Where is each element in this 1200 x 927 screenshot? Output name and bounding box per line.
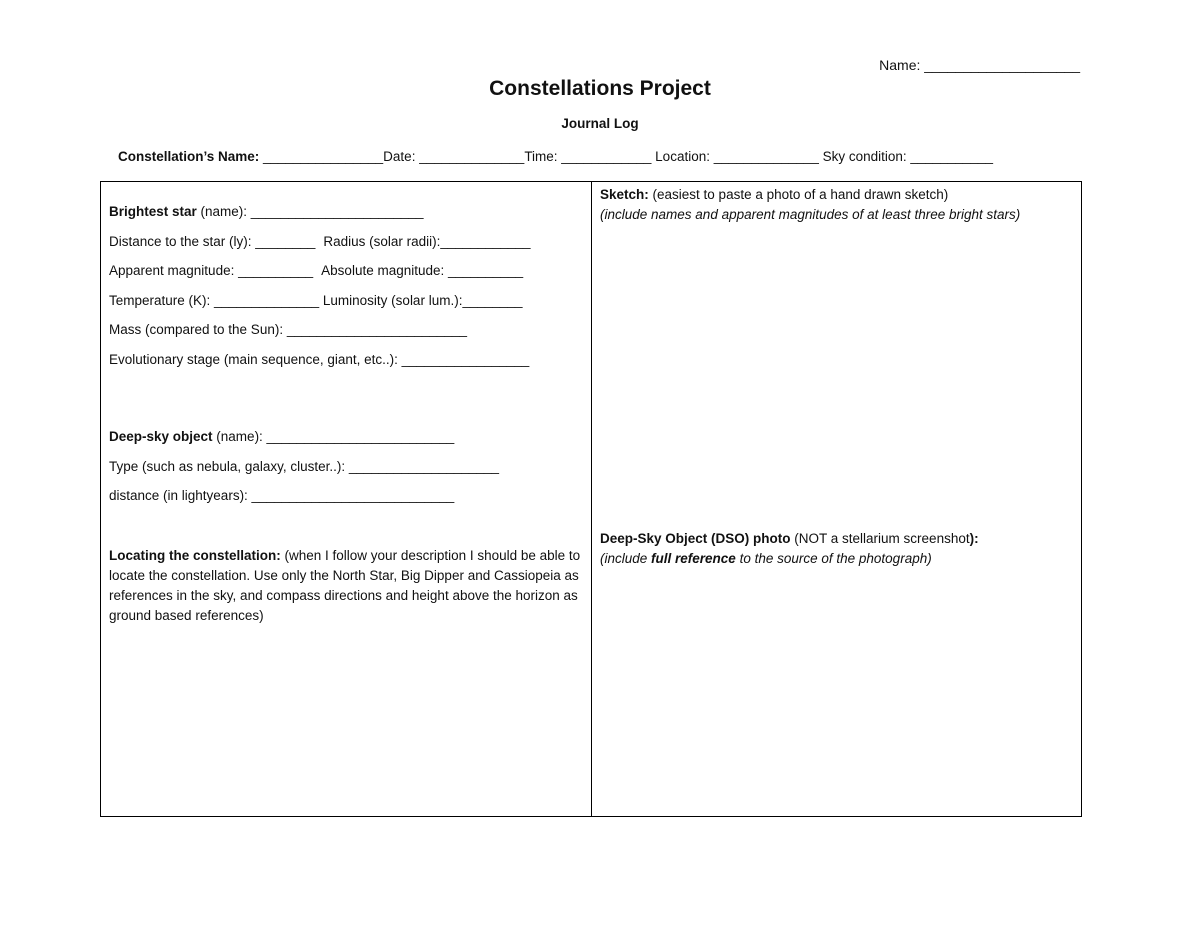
magnitude-row — [109, 261, 585, 291]
student-name-field: Name: ____________________ — [879, 57, 1080, 73]
brightest-star-blank: (name): _______________________ — [196, 204, 424, 219]
locating-paragraph — [109, 546, 585, 627]
apparent-magnitude-field: Apparent magnitude: __________ — [109, 263, 314, 278]
locating-label: Locating the constellation: — [109, 547, 281, 563]
temperature-row — [109, 291, 585, 321]
sketch-section — [600, 185, 1076, 225]
mass-row: Mass (compared to the Sun): ________________________ — [109, 322, 468, 337]
deep-sky-object-row — [109, 427, 585, 457]
dso-photo-end: ): — [969, 531, 979, 546]
dso-photo-label: Deep-Sky Object (DSO) photo — [600, 531, 791, 546]
absolute-magnitude-field: Absolute magnitude: __________ — [321, 263, 524, 278]
sketch-note: (include names and apparent magnitudes of at least three bright stars) — [600, 207, 1021, 222]
dso-note-start: (include — [600, 551, 652, 566]
dso-photo-note — [600, 549, 1076, 569]
location-field: Location: ______________ — [655, 149, 823, 164]
deep-sky-object-label: Deep-sky object — [109, 429, 213, 444]
brightest-star-label: Brightest star — [109, 204, 197, 219]
full-reference-emphasis: full reference — [651, 551, 736, 566]
dso-photo-section — [600, 529, 1076, 569]
meta-row — [118, 149, 993, 164]
temperature-field: Temperature (K): ______________ — [109, 292, 323, 308]
constellation-name-label: Constellation’s Name: — [118, 149, 260, 164]
time-field: Time: ____________ — [524, 149, 656, 164]
distance-radius-row — [109, 232, 585, 262]
sketch-label: Sketch: — [600, 187, 649, 202]
evolutionary-row: Evolutionary stage (main sequence, giant, etc..): _________________ — [109, 351, 530, 367]
constellation-name-blank: ________________ — [259, 149, 384, 164]
locating-instructions: (when I follow your description I should be able to locate the constellation. Use only the North Star, Big Dipper and Cassiopeia as references in the sky, and compass directions and height above the horizon as ground based references) — [109, 547, 581, 624]
dso-note-end: to the source of the photograph) — [735, 551, 932, 566]
luminosity-field: Luminosity (solar lum.):________ — [322, 292, 523, 308]
dso-photo-heading — [600, 529, 1076, 549]
page-subtitle: Journal Log — [561, 116, 639, 131]
journal-table — [100, 181, 1082, 817]
deep-sky-object-blank: (name): _________________________ — [212, 429, 455, 444]
distance-lightyears-row: distance (in lightyears): ___________________________ — [109, 488, 455, 503]
sketch-instruction: (easiest to paste a photo of a hand drawn sketch) — [648, 187, 949, 202]
page-title: Constellations Project — [489, 77, 711, 100]
radius-field: Radius (solar radii):____________ — [323, 233, 531, 249]
column-divider — [591, 182, 592, 816]
sketch-heading — [600, 185, 1076, 205]
dso-photo-instruction: (NOT a stellarium screenshot — [790, 531, 970, 546]
left-column — [109, 202, 585, 627]
type-row: Type (such as nebula, galaxy, cluster..): ____________________ — [109, 458, 500, 474]
brightest-star-row — [109, 202, 585, 232]
distance-field: Distance to the star (ly): ________ — [109, 233, 316, 249]
date-field: Date: ______________ — [383, 149, 525, 164]
sky-condition-field: Sky condition: ___________ — [822, 149, 993, 164]
